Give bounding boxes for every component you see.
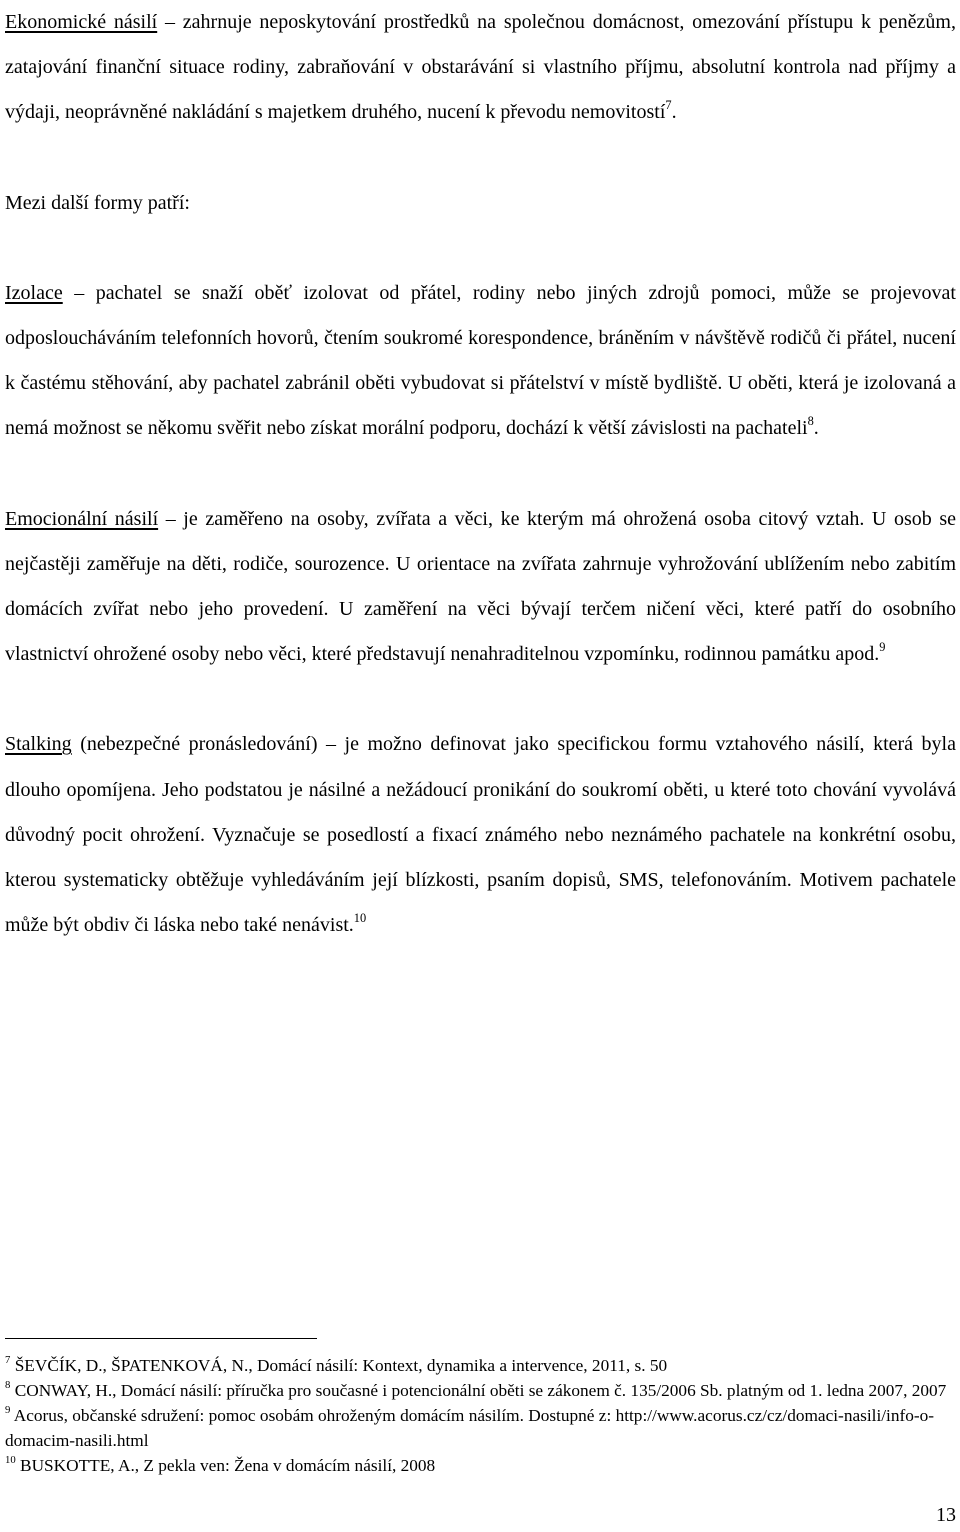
footnote-separator <box>5 1338 317 1339</box>
footnote-7 <box>5 1353 956 1378</box>
footnote-number: 10 <box>5 1453 16 1466</box>
footnote-text: Acorus, občanské sdružení: pomoc osobám ohroženým domácím násilím. Dostupné z: http://www.acorus.cz/cz/domaci-nasili/info-o-domacim-nasili.html <box>5 1406 935 1450</box>
document-page <box>5 0 956 948</box>
footnote-8 <box>5 1378 956 1403</box>
footnotes <box>5 1353 956 1478</box>
paragraph-intro-other-forms <box>5 181 956 226</box>
footnote-ref[interactable]: 8 <box>807 413 814 428</box>
paragraph-emotional-violence <box>5 497 956 678</box>
spacer <box>5 452 956 497</box>
footnote-text: BUSKOTTE, A., Z pekla ven: Žena v domácím násilí, 2008 <box>20 1456 436 1475</box>
footnote-number: 8 <box>5 1378 11 1391</box>
page-number: 13 <box>936 1504 956 1526</box>
footnote-text: CONWAY, H., Domácí násilí: příručka pro současné i potencionální oběti se zákonem č. 135/2006 Sb. platným od 1. ledna 2007, 2007 <box>14 1381 947 1400</box>
spacer <box>5 677 956 722</box>
footnote-9 <box>5 1403 956 1453</box>
spacer <box>5 226 956 271</box>
footnote-text: ŠEVČÍK, D., ŠPATENKOVÁ, N., Domácí násilí: Kontext, dynamika a intervence, 2011, s. 50 <box>14 1356 668 1375</box>
paragraph-text: – je zaměřeno na osoby, zvířata a věci, ke kterým má ohrožená osoba citový vztah. U osob se nejčastěji zaměřuje na děti, rodiče, sourozence. U orientace na zvířata zahrnuje vyhrožování ublížením nebo zabitím domácích zvířat nebo jeho provedení. U zaměření na věci bývají terčem ničení věci, které patří do osobního vlastnictví ohrožené osoby nebo věci, které představují nenahraditelnou vzpomínku, rodinnou památku apod. <box>5 507 956 666</box>
footnote-10 <box>5 1453 956 1478</box>
spacer <box>5 136 956 181</box>
paragraph-punct: . <box>671 101 677 124</box>
paragraph-stalking <box>5 722 956 948</box>
term-emotional-violence: Emocionální násilí <box>5 507 159 530</box>
footnote-number: 7 <box>5 1353 11 1366</box>
paragraph-text: Mezi další formy patří: <box>5 191 190 214</box>
paragraph-isolation <box>5 271 956 452</box>
term-economic-violence: Ekonomické násilí <box>5 11 158 33</box>
footnote-ref[interactable]: 9 <box>879 639 886 654</box>
paragraph-economic-violence <box>5 0 956 136</box>
footnote-ref[interactable]: 10 <box>353 910 367 925</box>
term-isolation: Izolace <box>5 281 63 304</box>
paragraph-text: – pachatel se snaží oběť izolovat od přátel, rodiny nebo jiných zdrojů pomoci, může se projevovat odposloucháváním telefonních hovorů, čtením soukromé korespondence, bráněním v návštěvě rodičů či přátel, nucení k častému stěhování, aby pachatel zabránil oběti vybudovat si přátelství v místě bydliště. U oběti, která je izolovaná a nemá možnost se někomu svěřit nebo získat morální podporu, dochází k větší závislosti na pachateli <box>5 281 956 440</box>
footnote-ref[interactable]: 7 <box>665 97 672 112</box>
paragraph-text: – zahrnuje neposkytování prostředků na společnou domácnost, omezování přístupu k penězům, zatajování finanční situace rodiny, zabraňování v obstarávání si vlastního příjmu, absolutní kontrola nad příjmy a výdaji, neoprávněné nakládání s majetkem druhého, nucení k převodu nemovitostí <box>5 11 956 124</box>
paragraph-punct: . <box>813 417 819 440</box>
term-stalking: Stalking <box>5 733 72 756</box>
footnote-number: 9 <box>5 1403 11 1416</box>
paragraph-text: (nebezpečné pronásledování) – je možno definovat jako specifickou formu vztahového násilí, která byla dlouho opomíjena. Jeho podstatou je násilné a nežádoucí pronikání do soukromí oběti, u které toto chování vyvolává důvodný pocit ohrožení. Vyznačuje se posedlostí a fixací známého nebo neznámého pachatele na konkrétní osobu, kterou systematicky obtěžuje vyhledáváním její blízkosti, psaním dopisů, SMS, telefonováním. Motivem pachatele může být obdiv či láska nebo také nenávist. <box>5 733 956 937</box>
